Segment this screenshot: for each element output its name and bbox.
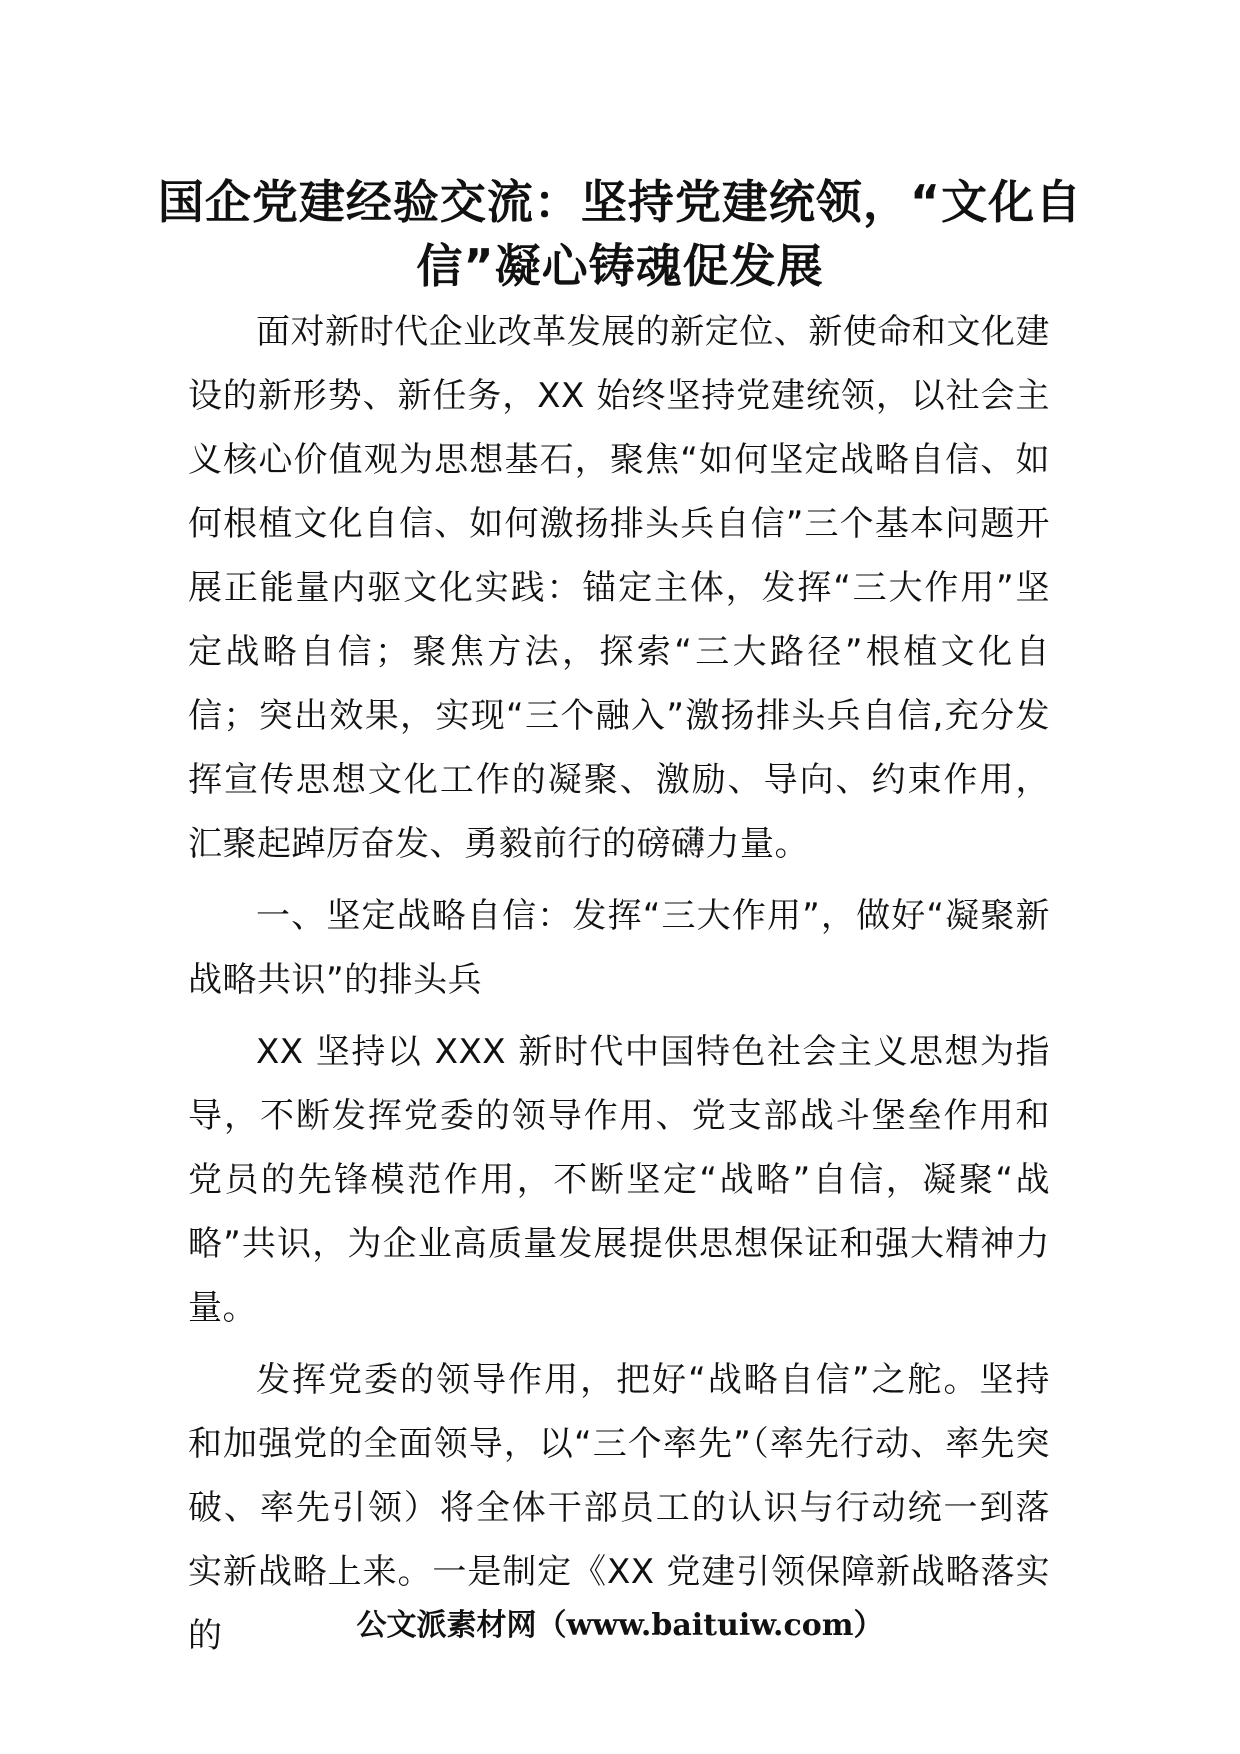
source-footer: 公文派素材网（www.baituiw.com） xyxy=(356,1608,884,1643)
body-paragraph: XX 坚持以 XXX 新时代中国特色社会主义思想为指导，不断发挥党委的领导作用、党支部战斗堡垒作用和党员的先锋模范作用，不断坚定“战略”自信，凝聚“战略”共识，为企业高质量发展提供思想保证和强大精神力量。 xyxy=(188,1032,1050,1328)
body-paragraph: 发挥党委的领导作用，把好“战略自信”之舵。坚持和加强党的全面领导，以“三个率先”（率先行动、率先突破、率先引领）将全体干部员工的认识与行动统一到落实新战略上来。一是制定《XX 党建引领保障新战略落实的 xyxy=(188,1360,1050,1656)
intro-paragraph: 面对新时代企业改革发展的新定位、新使命和文化建设的新形势、新任务，XX 始终坚持党建统领，以社会主义核心价值观为思想基石，聚焦“如何坚定战略自信、如何根植文化自信、如何激扬排头兵自信”三个基本问题开展正能量内驱文化实践：锚定主体，发挥“三大作用”坚定战略自信；聚焦方法，探索“三大路径”根植文化自信；突出效果，实现“三个融入”激扬排头兵自信,充分发挥宣传思想文化工作的凝聚、激励、导向、约束作用，汇聚起踔厉奋发、勇毅前行的磅礴力量。 xyxy=(188,312,1050,864)
document-title: 国企党建经验交流：坚持党建统领，“文化自信”凝心铸魂促发展 xyxy=(157,175,1083,293)
document-body xyxy=(188,300,1050,1668)
section-heading: 一、坚定战略自信：发挥“三大作用”，做好“凝聚新战略共识”的排头兵 xyxy=(188,896,1050,1000)
